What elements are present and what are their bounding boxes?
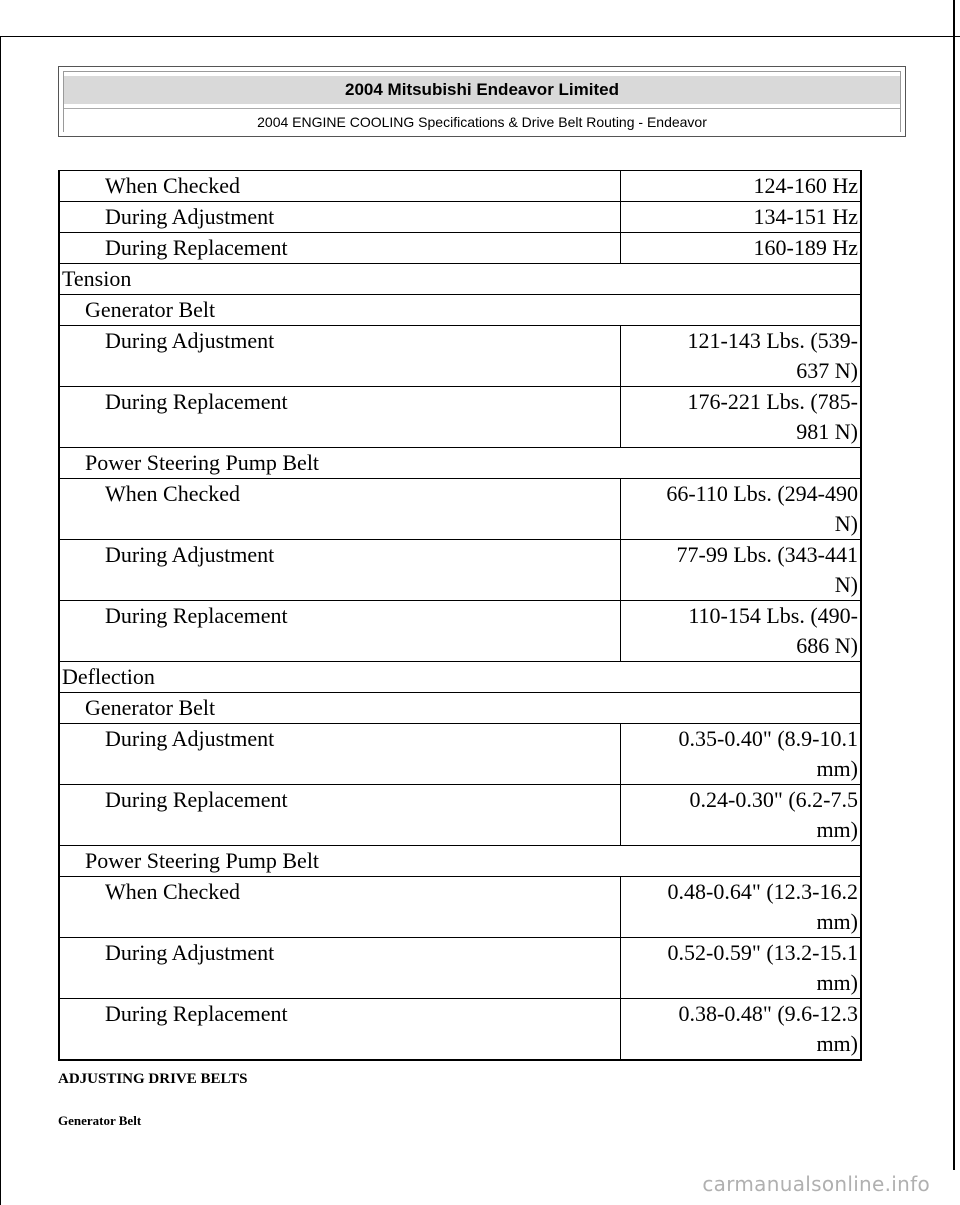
spec-row bbox=[59, 448, 861, 479]
spec-row bbox=[59, 724, 861, 785]
spec-row bbox=[59, 202, 861, 233]
subsection-title-generator-belt: Generator Belt bbox=[58, 1113, 142, 1128]
spec-label: During Replacement bbox=[59, 387, 621, 448]
spec-row bbox=[59, 601, 861, 662]
spec-value: 134-151 Hz bbox=[621, 202, 862, 233]
spec-label: Power Steering Pump Belt bbox=[59, 448, 861, 479]
spec-row bbox=[59, 326, 861, 387]
spec-row bbox=[59, 387, 861, 448]
spec-label: During Adjustment bbox=[59, 724, 621, 785]
spec-row bbox=[59, 295, 861, 326]
document-subtitle: 2004 ENGINE COOLING Specifications & Drive Belt Routing - Endeavor bbox=[64, 108, 900, 133]
specifications-table-body bbox=[59, 171, 861, 1061]
page-frame-right bbox=[953, 0, 955, 1170]
spec-value-line: N) bbox=[834, 572, 858, 597]
spec-label: During Replacement bbox=[59, 999, 621, 1061]
spec-value-line: mm) bbox=[816, 909, 858, 934]
spec-label: During Adjustment bbox=[59, 202, 621, 233]
spec-value bbox=[621, 601, 862, 662]
spec-value-line: 0.24-0.30" (6.2-7.5 bbox=[689, 787, 858, 812]
page-frame-top bbox=[0, 36, 960, 37]
document-header bbox=[58, 66, 906, 137]
document-title: 2004 Mitsubishi Endeavor Limited bbox=[64, 76, 900, 104]
spec-label: When Checked bbox=[59, 479, 621, 540]
spec-label: During Adjustment bbox=[59, 326, 621, 387]
page-frame-left bbox=[0, 36, 1, 1205]
spec-value-line: mm) bbox=[816, 817, 858, 842]
spec-value-line: 686 N) bbox=[796, 633, 858, 658]
specifications-table bbox=[58, 170, 862, 1061]
spec-label: During Adjustment bbox=[59, 938, 621, 999]
spec-label: Power Steering Pump Belt bbox=[59, 846, 861, 877]
spec-row bbox=[59, 999, 861, 1061]
spec-value bbox=[621, 326, 862, 387]
spec-row bbox=[59, 479, 861, 540]
spec-value-line: 176-221 Lbs. (785- bbox=[687, 389, 858, 414]
spec-label: During Replacement bbox=[59, 233, 621, 264]
spec-label: Generator Belt bbox=[59, 295, 861, 326]
spec-value-line: 121-143 Lbs. (539- bbox=[687, 328, 858, 353]
spec-row bbox=[59, 877, 861, 938]
spec-label: When Checked bbox=[59, 877, 621, 938]
spec-label: When Checked bbox=[59, 171, 621, 202]
spec-label: During Replacement bbox=[59, 785, 621, 846]
spec-row bbox=[59, 540, 861, 601]
spec-value-line: 0.38-0.48" (9.6-12.3 bbox=[678, 1001, 858, 1026]
spec-value-line: 110-154 Lbs. (490- bbox=[688, 603, 858, 628]
spec-value bbox=[621, 877, 862, 938]
spec-value-line: 0.35-0.40" (8.9-10.1 bbox=[678, 726, 858, 751]
spec-value-line: 981 N) bbox=[796, 419, 858, 444]
spec-value-line: 0.52-0.59" (13.2-15.1 bbox=[667, 940, 858, 965]
spec-value-line: 66-110 Lbs. (294-490 bbox=[666, 481, 858, 506]
spec-value bbox=[621, 479, 862, 540]
spec-value bbox=[621, 387, 862, 448]
spec-row bbox=[59, 938, 861, 999]
spec-value bbox=[621, 540, 862, 601]
spec-value-line: N) bbox=[834, 511, 858, 536]
spec-value-line: mm) bbox=[816, 756, 858, 781]
document-header-inner bbox=[63, 71, 901, 132]
spec-label: Tension bbox=[59, 264, 861, 295]
spec-row bbox=[59, 233, 861, 264]
spec-value bbox=[621, 938, 862, 999]
spec-value-line: 0.48-0.64" (12.3-16.2 bbox=[667, 879, 858, 904]
spec-value-line: 637 N) bbox=[796, 358, 858, 383]
spec-value-line: 77-99 Lbs. (343-441 bbox=[676, 542, 858, 567]
spec-value bbox=[621, 724, 862, 785]
site-watermark: carmanualsonline.info bbox=[702, 1172, 930, 1196]
spec-label: During Adjustment bbox=[59, 540, 621, 601]
section-title-adjusting-drive-belts: ADJUSTING DRIVE BELTS bbox=[58, 1071, 248, 1087]
spec-row bbox=[59, 264, 861, 295]
spec-value bbox=[621, 785, 862, 846]
spec-label: During Replacement bbox=[59, 601, 621, 662]
spec-value bbox=[621, 999, 862, 1061]
spec-label: Deflection bbox=[59, 662, 861, 693]
spec-value: 160-189 Hz bbox=[621, 233, 862, 264]
spec-row bbox=[59, 785, 861, 846]
spec-row bbox=[59, 846, 861, 877]
spec-row bbox=[59, 171, 861, 202]
spec-value-line: mm) bbox=[816, 1031, 858, 1056]
spec-value: 124-160 Hz bbox=[621, 171, 862, 202]
spec-row bbox=[59, 693, 861, 724]
spec-label: Generator Belt bbox=[59, 693, 861, 724]
spec-value-line: mm) bbox=[816, 970, 858, 995]
spec-row bbox=[59, 662, 861, 693]
